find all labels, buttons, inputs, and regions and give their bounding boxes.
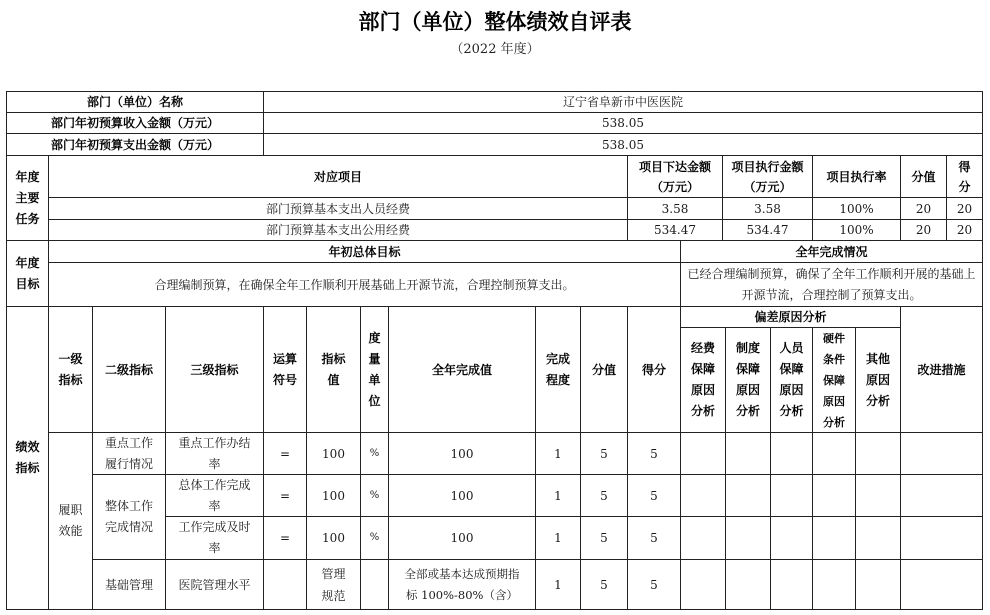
ind-row-1-score: 5 xyxy=(627,432,681,475)
col-improvement: 改进措施 xyxy=(900,306,983,433)
task-row-1-item: 部门预算基本支出人员经费 xyxy=(48,197,628,220)
level1-value: 履职效能 xyxy=(48,432,93,610)
ind-row-3-dev-hardware xyxy=(812,516,856,560)
dept-name-label: 部门（单位）名称 xyxy=(6,91,264,113)
col-target: 指标值 xyxy=(306,306,361,433)
ind-row-2-dev-system xyxy=(725,474,771,517)
budget-income-label: 部门年初预算收入金额（万元） xyxy=(6,112,264,134)
ind-row-1-completion: 1 xyxy=(535,432,581,475)
ind-row-3-dev-system xyxy=(725,516,771,560)
ind-row-2-dev-staff xyxy=(770,474,813,517)
tasks-col-weight: 分值 xyxy=(900,155,947,198)
task-row-1-rate: 100% xyxy=(812,197,901,220)
task-row-1-score: 20 xyxy=(946,197,983,220)
dept-name-value: 辽宁省阜新市中医医院 xyxy=(263,91,983,113)
col-level3: 三级指标 xyxy=(165,306,264,433)
ind-row-1-level3: 重点工作办结率 xyxy=(165,432,264,475)
tasks-col-executed: 项目执行金额（万元） xyxy=(722,155,813,198)
ind-row-1-improvement xyxy=(900,432,983,475)
col-deviation-header: 偏差原因分析 xyxy=(680,306,901,328)
ind-row-1-dev-funding xyxy=(680,432,726,475)
ind-row-4-score: 5 xyxy=(627,559,681,610)
budget-income-value: 538.05 xyxy=(263,112,983,134)
ind-row-3-improvement xyxy=(900,516,983,560)
ind-row-2-dev-funding xyxy=(680,474,726,517)
page-title: 部门（单位）整体绩效自评表 xyxy=(358,10,632,34)
ind-row-3-unit: % xyxy=(360,516,389,560)
col-dev-funding: 经费保障原因分析 xyxy=(680,327,726,433)
ind-row-2-completion: 1 xyxy=(535,474,581,517)
task-row-2-rate: 100% xyxy=(812,219,901,241)
tasks-col-rate: 项目执行率 xyxy=(812,155,901,198)
ind-row-1-weight: 5 xyxy=(580,432,628,475)
level2-group-3: 基础管理 xyxy=(92,559,166,610)
ind-row-2-unit: % xyxy=(360,474,389,517)
indicators-section-label: 绩效指标 xyxy=(6,306,49,610)
task-row-2-executed: 534.47 xyxy=(722,219,813,241)
ind-row-3-completion: 1 xyxy=(535,516,581,560)
tasks-col-item: 对应项目 xyxy=(48,155,628,198)
ind-row-1-target: 100 xyxy=(306,432,361,475)
ind-row-4-target: 管理规范 xyxy=(306,559,361,610)
ind-row-4-dev-staff xyxy=(770,559,813,610)
ind-row-1-dev-hardware xyxy=(812,432,856,475)
col-level1: 一级指标 xyxy=(48,306,93,433)
ind-row-1-actual: 100 xyxy=(388,432,536,475)
ind-row-4-unit xyxy=(360,559,389,610)
col-dev-staff: 人员保障原因分析 xyxy=(770,327,813,433)
goals-initial-text: 合理编制预算，在确保全年工作顺利开展基础上开源节流，合理控制预算支出。 xyxy=(48,262,681,307)
ind-row-3-dev-staff xyxy=(770,516,813,560)
goals-completion-header: 全年完成情况 xyxy=(680,240,983,263)
col-weight: 分值 xyxy=(580,306,628,433)
ind-row-4-level3: 医院管理水平 xyxy=(165,559,264,610)
col-dev-other: 其他原因分析 xyxy=(855,327,901,433)
level2-group-1: 重点工作履行情况 xyxy=(92,432,166,475)
budget-expense-label: 部门年初预算支出金额（万元） xyxy=(6,133,264,156)
task-row-2-weight: 20 xyxy=(900,219,947,241)
col-dev-system: 制度保障原因分析 xyxy=(725,327,771,433)
ind-row-3-dev-funding xyxy=(680,516,726,560)
goals-initial-header: 年初总体目标 xyxy=(48,240,681,263)
ind-row-4-dev-other xyxy=(855,559,901,610)
tasks-col-score: 得分 xyxy=(946,155,983,198)
ind-row-2-operator: = xyxy=(263,474,307,517)
task-row-1-allocated: 3.58 xyxy=(627,197,723,220)
tasks-col-allocated: 项目下达金额（万元） xyxy=(627,155,723,198)
ind-row-2-weight: 5 xyxy=(580,474,628,517)
ind-row-1-unit: % xyxy=(360,432,389,475)
ind-row-2-dev-other xyxy=(855,474,901,517)
page-subtitle: （2022 年度） xyxy=(450,42,540,57)
goals-completion-text: 已经合理编制预算，确保了全年工作顺利开展的基础上开源节流，合理控制了预算支出。 xyxy=(680,262,983,307)
ind-row-2-dev-hardware xyxy=(812,474,856,517)
ind-row-4-operator xyxy=(263,559,307,610)
col-actual: 全年完成值 xyxy=(388,306,536,433)
level2-group-2: 整体工作完成情况 xyxy=(92,474,166,560)
col-completion: 完成程度 xyxy=(535,306,581,433)
task-row-2-allocated: 534.47 xyxy=(627,219,723,241)
ind-row-4-weight: 5 xyxy=(580,559,628,610)
ind-row-4-dev-system xyxy=(725,559,771,610)
col-unit: 度量单位 xyxy=(360,306,389,433)
ind-row-2-target: 100 xyxy=(306,474,361,517)
col-level2: 二级指标 xyxy=(92,306,166,433)
task-row-1-executed: 3.58 xyxy=(722,197,813,220)
ind-row-2-score: 5 xyxy=(627,474,681,517)
task-row-1-weight: 20 xyxy=(900,197,947,220)
ind-row-1-operator: = xyxy=(263,432,307,475)
task-row-2-item: 部门预算基本支出公用经费 xyxy=(48,219,628,241)
col-score: 得分 xyxy=(627,306,681,433)
ind-row-3-level3: 工作完成及时率 xyxy=(165,516,264,560)
ind-row-3-score: 5 xyxy=(627,516,681,560)
ind-row-3-operator: = xyxy=(263,516,307,560)
col-operator: 运算符号 xyxy=(263,306,307,433)
budget-expense-value: 538.05 xyxy=(263,133,983,156)
ind-row-4-actual: 全部或基本达成预期指标 100%-80%（含） xyxy=(388,559,536,610)
ind-row-2-level3: 总体工作完成率 xyxy=(165,474,264,517)
ind-row-1-dev-staff xyxy=(770,432,813,475)
ind-row-1-dev-other xyxy=(855,432,901,475)
ind-row-2-improvement xyxy=(900,474,983,517)
ind-row-3-actual: 100 xyxy=(388,516,536,560)
ind-row-4-dev-funding xyxy=(680,559,726,610)
ind-row-3-dev-other xyxy=(855,516,901,560)
ind-row-4-completion: 1 xyxy=(535,559,581,610)
goals-section-label: 年度目标 xyxy=(6,240,49,307)
ind-row-3-target: 100 xyxy=(306,516,361,560)
col-dev-hardware: 硬件条件保障原因分析 xyxy=(812,327,856,433)
ind-row-4-dev-hardware xyxy=(812,559,856,610)
task-row-2-score: 20 xyxy=(946,219,983,241)
ind-row-4-improvement xyxy=(900,559,983,610)
ind-row-2-actual: 100 xyxy=(388,474,536,517)
ind-row-3-weight: 5 xyxy=(580,516,628,560)
ind-row-1-dev-system xyxy=(725,432,771,475)
tasks-section-label: 年度主要任务 xyxy=(6,155,49,241)
